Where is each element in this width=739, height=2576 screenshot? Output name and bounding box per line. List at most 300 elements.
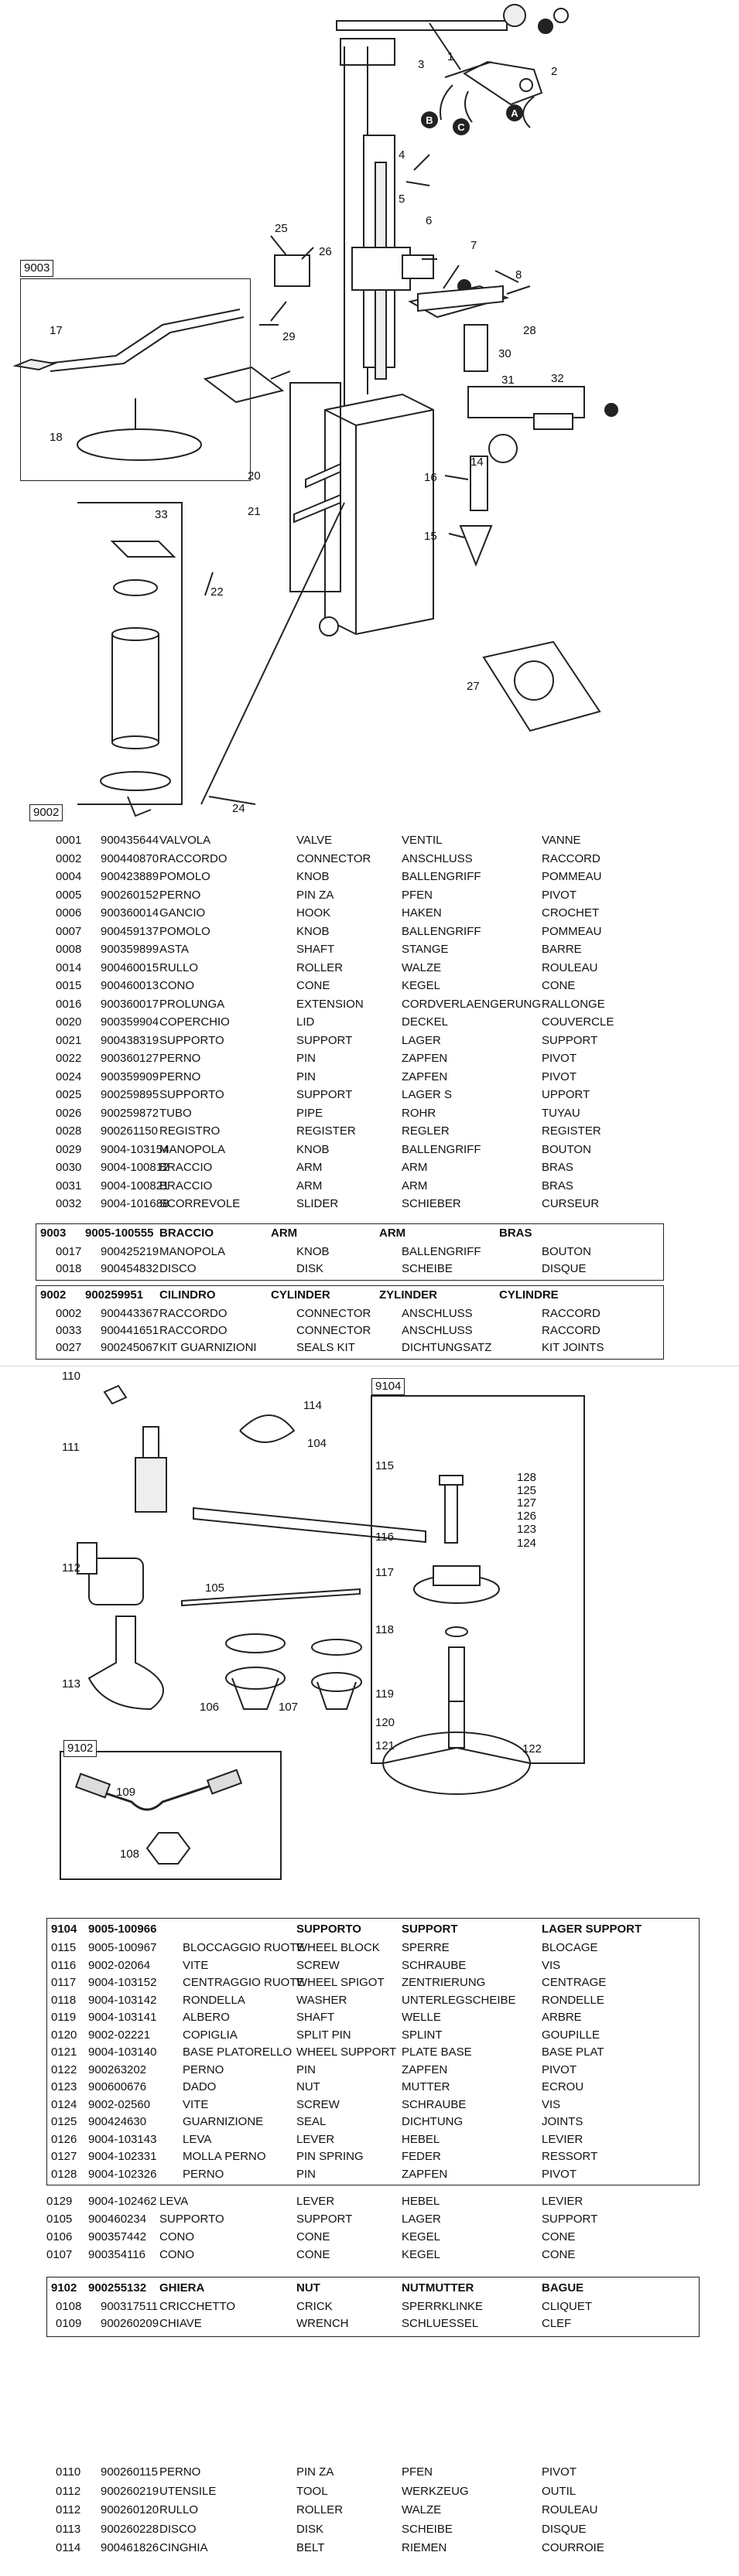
ref-number: 0119	[51, 2011, 77, 2024]
desc-it: VALVOLA	[159, 834, 211, 847]
part-code: 900425219	[101, 1245, 159, 1258]
ref-number: 0126	[51, 2132, 77, 2146]
desc-it: CINGHIA	[159, 2541, 208, 2554]
part-code: 900460234	[88, 2213, 147, 2226]
desc-de: SPERRE	[402, 1941, 450, 1954]
desc-it: UTENSILE	[159, 2484, 217, 2498]
desc-de: SPLINT	[402, 2028, 443, 2042]
desc-it: PERNO	[159, 1070, 201, 1083]
desc-de: NUTMUTTER	[402, 2281, 474, 2295]
ref-number: 0112	[56, 2503, 81, 2516]
callout-22: 22	[210, 585, 224, 599]
desc-it: SUPPORTO	[296, 1923, 361, 1936]
desc-fr: UPPORT	[542, 1088, 590, 1101]
desc-it: BLOCCAGGIO RUOTE	[183, 1941, 305, 1954]
desc-fr: PIVOT	[542, 888, 577, 902]
desc-en: CONNECTOR	[296, 851, 371, 865]
desc-fr: PIVOT	[542, 2063, 577, 2076]
marker-b: B	[426, 114, 433, 126]
part-code: 900357442	[88, 2230, 147, 2243]
callout-113: 113	[62, 1677, 80, 1691]
ref-number: 0106	[46, 2230, 73, 2243]
exploded-diagram-bottom	[0, 1369, 739, 1902]
desc-fr: POMMEAU	[542, 924, 602, 938]
desc-fr: CROCHET	[542, 906, 600, 920]
desc-it: ASTA	[159, 943, 190, 956]
part-code: 9004-102331	[88, 2150, 157, 2163]
desc-de: WALZE	[402, 960, 442, 974]
part-code: 900460015	[101, 960, 159, 974]
callout-31: 31	[501, 374, 515, 387]
desc-it: MANOPOLA	[159, 1142, 226, 1156]
desc-en: SCREW	[296, 1958, 340, 1972]
ref-number: 0022	[56, 1052, 82, 1065]
desc-de: ZAPFEN	[402, 1070, 448, 1083]
ref-number: 0017	[56, 1245, 82, 1258]
part-code: 900460013	[101, 979, 159, 992]
callout-21: 21	[248, 505, 261, 518]
desc-fr: BARRE	[542, 943, 582, 956]
desc-de: ARM	[379, 1227, 406, 1240]
desc-it: RULLO	[159, 960, 199, 974]
desc-it: PERNO	[159, 1052, 201, 1065]
desc-it: COPERCHIO	[159, 1015, 230, 1029]
desc-fr: PIVOT	[542, 2465, 577, 2479]
desc-fr: CLIQUET	[542, 2300, 593, 2313]
callout-32: 32	[551, 372, 564, 385]
ref-number: 0020	[56, 1015, 82, 1029]
callout-117: 117	[375, 1566, 394, 1579]
desc-fr: CENTRAGE	[542, 1976, 607, 1989]
callout-8: 8	[515, 268, 522, 281]
callout-107: 107	[279, 1701, 299, 1714]
desc-de: ARM	[402, 1179, 428, 1192]
desc-de: BALLENGRIFF	[402, 1142, 481, 1156]
callout-114: 114	[303, 1399, 322, 1412]
part-code: 9004-103142	[88, 1993, 157, 2007]
callout-4: 4	[399, 148, 405, 162]
ref-number: 0033	[56, 1324, 82, 1337]
desc-it: PERNO	[183, 2063, 224, 2076]
ref-number: 0121	[51, 2045, 77, 2059]
desc-en: SUPPORT	[402, 1923, 458, 1936]
desc-fr: REGISTER	[542, 1124, 601, 1138]
desc-fr: RACCORD	[542, 851, 600, 865]
desc-it: PERNO	[159, 888, 201, 902]
ref-number: 0128	[51, 2167, 77, 2181]
desc-de: SCHEIBE	[402, 1262, 453, 1275]
ref-number: 0115	[51, 1941, 77, 1954]
desc-fr: COURROIE	[542, 2541, 604, 2554]
desc-en: ARM	[296, 1161, 323, 1174]
callout-122: 122	[522, 1742, 542, 1755]
desc-it: VITE	[183, 1958, 209, 1972]
desc-it: BRACCIO	[159, 1179, 213, 1192]
desc-fr: PIVOT	[542, 2167, 577, 2181]
parts-list-1	[0, 832, 739, 1219]
callout-109: 109	[116, 1786, 136, 1799]
desc-fr: CYLINDRE	[499, 1288, 559, 1302]
desc-en: CRICK	[296, 2300, 333, 2313]
part-code: 900360127	[101, 1052, 159, 1065]
desc-de: ZYLINDER	[379, 1288, 437, 1302]
desc-en: SEALS KIT	[296, 1341, 355, 1354]
part-code: 900317511	[101, 2300, 158, 2313]
callout-121: 121	[375, 1739, 395, 1752]
desc-de: PFEN	[402, 888, 433, 902]
part-code: 9002-02560	[88, 2097, 151, 2111]
callout-115: 115	[375, 1459, 394, 1472]
ref-number: 9102	[51, 2281, 77, 2295]
ref-number: 0021	[56, 1033, 82, 1047]
desc-it: PROLUNGA	[159, 997, 225, 1011]
desc-de: ANSCHLUSS	[402, 1324, 473, 1337]
desc-de: LAGER	[402, 2213, 441, 2226]
desc-fr: CLEF	[542, 2317, 572, 2330]
callout-5: 5	[399, 193, 405, 206]
callout-17: 17	[50, 324, 63, 337]
desc-it: DISCO	[159, 2522, 197, 2536]
callout-110: 110	[62, 1370, 80, 1383]
ref-number: 0122	[51, 2063, 77, 2076]
ref-number: 0008	[56, 943, 82, 956]
desc-en: WRENCH	[296, 2317, 349, 2330]
group-9003-tag: 9003	[20, 260, 53, 277]
desc-it: RULLO	[159, 2503, 199, 2516]
desc-it: REGISTRO	[159, 1124, 221, 1138]
part-code: 900263202	[88, 2063, 147, 2076]
desc-de: ANSCHLUSS	[402, 851, 473, 865]
desc-en: LEVER	[296, 2132, 335, 2146]
ref-number: 0032	[56, 1197, 82, 1210]
ref-number: 0006	[56, 906, 82, 920]
ref-number: 0031	[56, 1179, 82, 1192]
callout-125: 125	[517, 1484, 537, 1497]
part-code: 900260228	[101, 2522, 159, 2536]
desc-it: SUPPORTO	[159, 2213, 224, 2226]
desc-en: SLIDER	[296, 1197, 339, 1210]
desc-fr: DISQUE	[542, 2522, 587, 2536]
desc-de: SCHRAUBE	[402, 1958, 467, 1972]
callout-25: 25	[275, 222, 288, 235]
desc-fr: VIS	[542, 2097, 561, 2111]
ref-number: 0029	[56, 1142, 82, 1156]
desc-en: SPLIT PIN	[296, 2028, 351, 2042]
part-code: 900423889	[101, 870, 159, 883]
ref-number: 0114	[56, 2541, 81, 2554]
part-code: 9004-103152	[88, 1976, 157, 1989]
desc-de: ZAPFEN	[402, 1052, 448, 1065]
part-code: 900260219	[101, 2484, 159, 2498]
desc-fr: SUPPORT	[542, 1033, 598, 1047]
ref-number: 0015	[56, 979, 82, 992]
desc-en: LID	[296, 1015, 315, 1029]
ref-number: 0030	[56, 1161, 82, 1174]
desc-fr: LEVIER	[542, 2132, 583, 2146]
desc-fr: BLOCAGE	[542, 1941, 598, 1954]
part-code: 900424630	[88, 2115, 147, 2128]
desc-en: PIN	[296, 1052, 316, 1065]
part-code: 900454832	[101, 1262, 159, 1275]
desc-it: CILINDRO	[159, 1288, 216, 1302]
ref-number: 0024	[56, 1070, 82, 1083]
ref-number: 0025	[56, 1088, 82, 1101]
desc-it: RACCORDO	[159, 851, 228, 865]
callout-120: 120	[375, 1716, 395, 1729]
part-code: 900259872	[101, 1106, 159, 1120]
desc-en: PIN ZA	[296, 2465, 334, 2479]
part-code: 900354116	[88, 2248, 145, 2261]
ref-number: 0105	[46, 2213, 73, 2226]
part-code: 900260209	[101, 2317, 159, 2330]
desc-it: RACCORDO	[159, 1307, 228, 1320]
desc-it: MANOPOLA	[159, 1245, 226, 1258]
desc-en: CONE	[296, 2230, 330, 2243]
desc-it: BRACCIO	[159, 1227, 214, 1240]
part-code: 9002-02221	[88, 2028, 151, 2042]
desc-it: COPIGLIA	[183, 2028, 238, 2042]
desc-en: TOOL	[296, 2484, 328, 2498]
part-code: 900359904	[101, 1015, 159, 1029]
ref-number: 9003	[40, 1227, 67, 1240]
part-code: 900441651	[101, 1324, 159, 1337]
desc-de: SCHIEBER	[402, 1197, 461, 1210]
group-9102-list	[0, 2280, 739, 2335]
desc-it: POMOLO	[159, 870, 210, 883]
desc-de: WALZE	[402, 2503, 442, 2516]
desc-fr: POMMEAU	[542, 870, 602, 883]
part-code: 900260115	[101, 2465, 158, 2479]
desc-fr: CONE	[542, 2248, 576, 2261]
part-code: 900359909	[101, 1070, 159, 1083]
desc-en: WASHER	[296, 1993, 347, 2007]
ref-number: 0002	[56, 851, 82, 865]
part-code: 900459137	[101, 924, 159, 938]
desc-en: PIN ZA	[296, 888, 334, 902]
marker-a: A	[511, 107, 518, 119]
desc-it: GHIERA	[159, 2281, 205, 2295]
desc-en: KNOB	[296, 1245, 330, 1258]
desc-de: SPERRKLINKE	[402, 2300, 484, 2313]
desc-en: HOOK	[296, 906, 331, 920]
desc-de: SCHRAUBE	[402, 2097, 467, 2111]
group-9002-tag: 9002	[29, 804, 63, 821]
desc-de: PLATE BASE	[402, 2045, 472, 2059]
desc-en: SEAL	[296, 2115, 327, 2128]
callout-106: 106	[200, 1701, 220, 1714]
part-code: 900461826	[101, 2541, 159, 2554]
desc-it: SUPPORTO	[159, 1088, 224, 1101]
desc-it: RACCORDO	[159, 1324, 228, 1337]
desc-fr: LEVIER	[542, 2195, 583, 2208]
callout-124: 124	[517, 1537, 537, 1550]
ref-number: 0120	[51, 2028, 77, 2042]
desc-en: CONNECTOR	[296, 1324, 371, 1337]
desc-en: SUPPORT	[296, 1033, 353, 1047]
ref-number: 0002	[56, 1307, 82, 1320]
desc-en: ROLLER	[296, 2503, 344, 2516]
desc-en: NUT	[296, 2281, 320, 2295]
desc-fr: BAGUE	[542, 2281, 584, 2295]
desc-fr: OUTIL	[542, 2484, 576, 2498]
desc-en: SUPPORT	[296, 1088, 353, 1101]
ref-number: 9104	[51, 1923, 77, 1936]
desc-en: EXTENSION	[296, 997, 364, 1011]
desc-en: KNOB	[296, 1142, 330, 1156]
desc-de: HEBEL	[402, 2195, 440, 2208]
desc-en: DISK	[296, 1262, 324, 1275]
desc-it: DISCO	[159, 1262, 197, 1275]
desc-de: KEGEL	[402, 979, 441, 992]
desc-de: SCHEIBE	[402, 2522, 453, 2536]
ref-number: 0124	[51, 2097, 77, 2111]
desc-fr: RESSORT	[542, 2150, 598, 2163]
desc-en: VALVE	[296, 834, 333, 847]
callout-33: 33	[155, 508, 168, 521]
desc-de: DICHTUNGSATZ	[402, 1341, 492, 1354]
desc-en: SHAFT	[296, 943, 335, 956]
part-code: 900245067	[101, 1341, 159, 1354]
desc-fr: RALLONGE	[542, 997, 605, 1011]
callout-14: 14	[470, 455, 484, 469]
desc-de: UNTERLEGSCHEIBE	[402, 1993, 516, 2007]
desc-it: SCORREVOLE	[159, 1197, 241, 1210]
part-code: 900260152	[101, 888, 159, 902]
ref-number: 0123	[51, 2080, 77, 2093]
desc-it: ALBERO	[183, 2011, 230, 2024]
part-code: 900435644	[101, 834, 159, 847]
ref-number: 0117	[51, 1976, 77, 1989]
ref-number: 0113	[56, 2522, 81, 2536]
callout-20: 20	[248, 469, 261, 483]
desc-it: CHIAVE	[159, 2317, 202, 2330]
desc-de: LAGER	[402, 1033, 441, 1047]
callout-30: 30	[498, 347, 511, 360]
desc-de: RIEMEN	[402, 2541, 447, 2554]
callout-16: 16	[424, 471, 437, 484]
desc-de: ARM	[402, 1161, 428, 1174]
part-code: 900261150	[101, 1124, 158, 1138]
desc-it: MOLLA PERNO	[183, 2150, 266, 2163]
desc-it: BASE PLATORELLO	[183, 2045, 293, 2059]
ref-number: 0014	[56, 960, 82, 974]
desc-en: LEVER	[296, 2195, 335, 2208]
desc-de: PFEN	[402, 2465, 433, 2479]
desc-de: LAGER SUPPORT	[542, 1923, 642, 1936]
desc-en: ARM	[271, 1227, 298, 1240]
desc-en: PIN	[296, 1070, 316, 1083]
desc-fr: RACCORD	[542, 1307, 600, 1320]
marker-c: C	[457, 121, 465, 133]
callout-104: 104	[307, 1437, 327, 1450]
parts-list-2	[0, 2193, 739, 2271]
desc-fr: CONE	[542, 2230, 576, 2243]
desc-it: DADO	[183, 2080, 217, 2093]
ref-number: 0004	[56, 870, 82, 883]
ref-number: 0001	[56, 834, 82, 847]
part-code: 9004-103154	[101, 1142, 169, 1156]
part-code: 9002-02064	[88, 1958, 151, 1972]
ref-number: 0116	[51, 1958, 77, 1972]
ref-number: 9002	[40, 1288, 67, 1302]
callout-118: 118	[375, 1623, 394, 1636]
part-code: 9004-103143	[88, 2132, 157, 2146]
desc-fr: BRAS	[542, 1161, 573, 1174]
desc-de: ZAPFEN	[402, 2167, 448, 2181]
ref-number: 0109	[56, 2317, 82, 2330]
group-9003-list	[0, 1225, 739, 1279]
desc-de: LAGER S	[402, 1088, 453, 1101]
desc-en: PIPE	[296, 1106, 323, 1120]
desc-de: DICHTUNG	[402, 2115, 464, 2128]
ref-number: 0108	[56, 2300, 82, 2313]
desc-de: STANGE	[402, 943, 449, 956]
desc-fr: BOUTON	[542, 1142, 591, 1156]
desc-en: WHEEL SPIGOT	[296, 1976, 385, 1989]
desc-en: CYLINDER	[271, 1288, 330, 1302]
desc-it: RONDELLA	[183, 1993, 245, 2007]
ref-number: 0018	[56, 1262, 82, 1275]
desc-de: KEGEL	[402, 2230, 441, 2243]
callout-128: 128	[517, 1471, 537, 1484]
desc-en: WHEEL SUPPORT	[296, 2045, 397, 2059]
desc-it: CONO	[159, 2248, 194, 2261]
ref-number: 0125	[51, 2115, 77, 2128]
part-code: 900255132	[88, 2281, 147, 2295]
callout-7: 7	[470, 239, 477, 252]
part-code: 9004-102462	[88, 2195, 157, 2208]
callout-108: 108	[120, 1848, 140, 1861]
desc-fr: DISQUE	[542, 1262, 587, 1275]
desc-en: CONE	[296, 979, 330, 992]
desc-fr: ROULEAU	[542, 2503, 598, 2516]
ref-number: 0127	[51, 2150, 77, 2163]
part-code: 9004-103140	[88, 2045, 157, 2059]
desc-en: ARM	[296, 1179, 323, 1192]
desc-de: VENTIL	[402, 834, 443, 847]
part-code: 9005-100966	[88, 1923, 157, 1936]
desc-en: DISK	[296, 2522, 324, 2536]
desc-it: GANCIO	[159, 906, 206, 920]
desc-it: CONO	[159, 2230, 194, 2243]
callout-15: 15	[424, 530, 437, 543]
desc-en: SHAFT	[296, 2011, 335, 2024]
desc-de: MUTTER	[402, 2080, 450, 2093]
desc-de: SCHLUESSEL	[402, 2317, 479, 2330]
desc-it: SUPPORTO	[159, 1033, 224, 1047]
desc-it: KIT GUARNIZIONI	[159, 1341, 257, 1354]
ref-number: 0110	[56, 2465, 81, 2479]
desc-en: KNOB	[296, 870, 330, 883]
desc-it: CENTRAGGIO RUOTE	[183, 1976, 305, 1989]
desc-fr: ARBRE	[542, 2011, 582, 2024]
desc-fr: BRAS	[499, 1227, 532, 1240]
callout-1: 1	[447, 50, 454, 63]
callout-126: 126	[517, 1510, 537, 1523]
parts-list-3	[0, 2464, 739, 2564]
group-9104-list	[0, 1921, 739, 2184]
desc-en: PIN	[296, 2063, 316, 2076]
part-code: 9004-103141	[88, 2011, 157, 2024]
part-code: 900443367	[101, 1307, 159, 1320]
desc-de: HEBEL	[402, 2132, 440, 2146]
part-code: 900360014	[101, 906, 159, 920]
part-code: 9004-102326	[88, 2167, 157, 2181]
desc-en: PIN SPRING	[296, 2150, 364, 2163]
desc-fr: PIVOT	[542, 1052, 577, 1065]
desc-de: ANSCHLUSS	[402, 1307, 473, 1320]
ref-number: 0027	[56, 1341, 82, 1354]
